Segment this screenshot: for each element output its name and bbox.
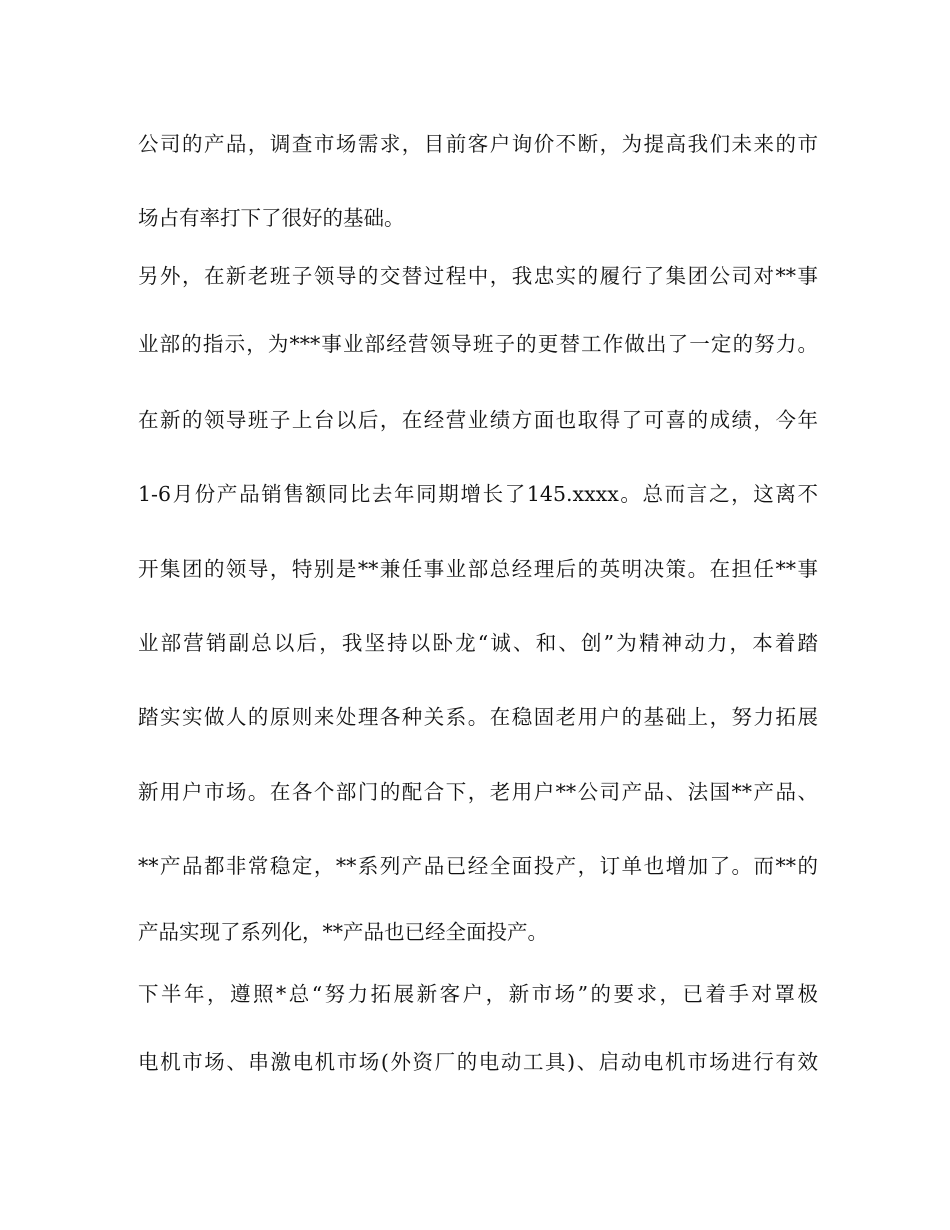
text-line-12: 产品实现了系列化，**产品也已经全面投产。: [138, 920, 548, 944]
text-line-10: 新用户市场。在各个部门的配合下，老用户**公司产品、法国**产品、: [138, 780, 818, 804]
text-line-5: 在新的领导班子上台以后，在经营业绩方面也取得了可喜的成绩，今年: [138, 408, 818, 432]
text-line-7: 开集团的领导，特别是**兼任事业部总经理后的英明决策。在担任**事: [138, 557, 818, 581]
text-line-8: 业部营销副总以后，我坚持以卧龙“诚、和、创”为精神动力，本着踏: [138, 631, 818, 655]
text-line-14: 电机市场、串激电机市场(外资厂的电动工具)、启动电机市场进行有效: [138, 1050, 818, 1074]
text-line-1: 公司的产品，调查市场需求，目前客户询价不断，为提高我们未来的市: [138, 132, 818, 156]
text-line-13: 下半年，遵照*总“努力拓展新客户，新市场”的要求，已着手对罩极: [138, 982, 818, 1006]
text-line-4: 业部的指示，为***事业部经营领导班子的更替工作做出了一定的努力。: [138, 332, 818, 356]
text-line-3: 另外，在新老班子领导的交替过程中，我忠实的履行了集团公司对**事: [138, 264, 818, 288]
text-line-6: 1-6月份产品销售额同比去年同期增长了145.xxxx。总而言之，这离不: [138, 482, 818, 506]
text-line-9: 踏实实做人的原则来处理各种关系。在稳固老用户的基础上，努力拓展: [138, 705, 818, 729]
text-line-11: **产品都非常稳定，**系列产品已经全面投产，订单也增加了。而**的: [138, 854, 818, 878]
text-line-2: 场占有率打下了很好的基础。: [138, 206, 405, 230]
